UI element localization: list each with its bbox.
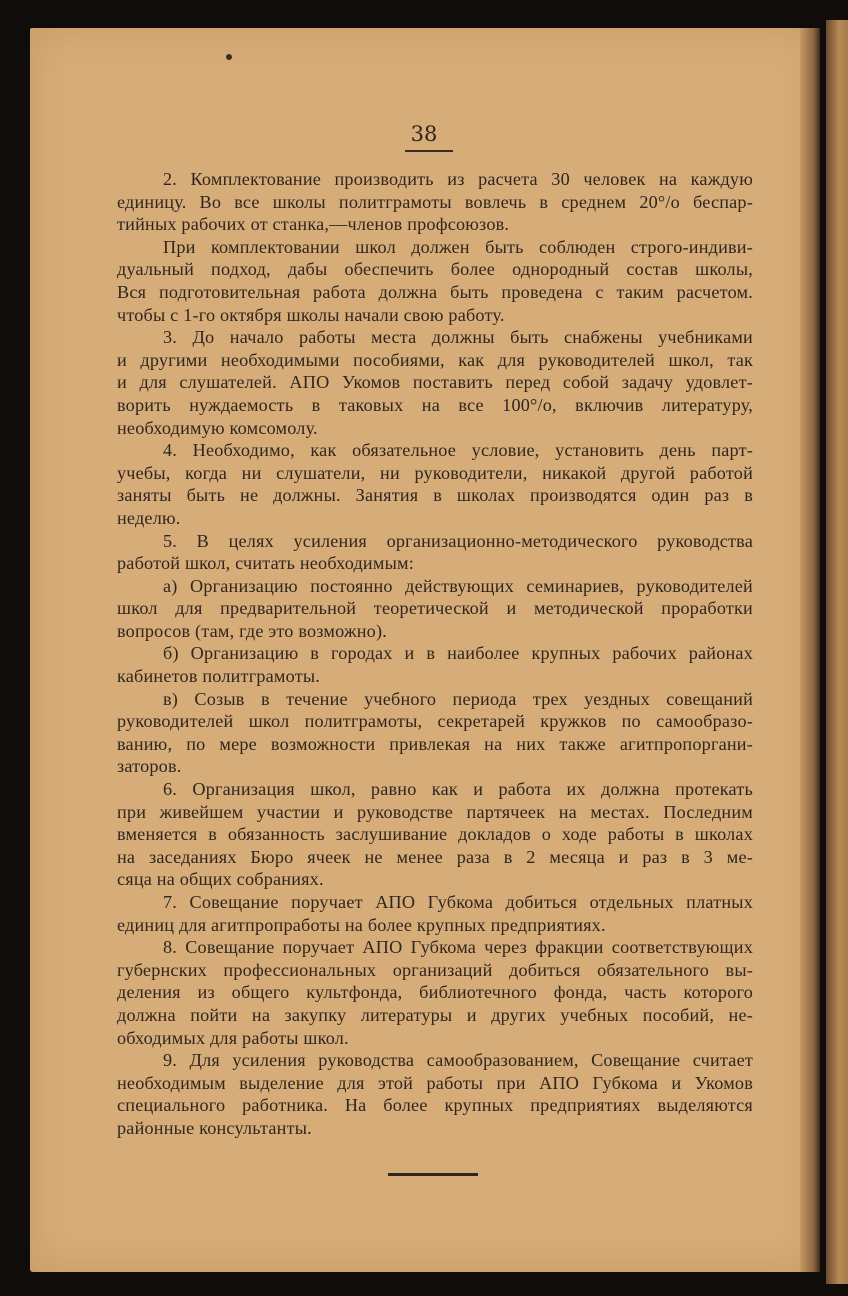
text-line: работой школ, считать необходимым:: [117, 553, 414, 574]
text-line: в) Созыв в течение учебного периода трех уездных совещаний: [163, 688, 753, 709]
text-line: ванию, по мере возможности привлекая на них также агитпропоргани-: [117, 733, 753, 754]
text-line: районные консультанты.: [117, 1117, 312, 1138]
text-line: необходимую комсомолу.: [117, 417, 318, 438]
text-line: 7. Совещание поручает АПО Губкома добиться отдельных платных: [163, 892, 753, 912]
next-page-edge: [826, 20, 848, 1284]
text-line: сяца на общих собраниях.: [117, 869, 324, 890]
end-of-text-rule: [388, 1173, 478, 1176]
text-line: тийных рабочих от станка,—членов профсоюзов.: [117, 214, 510, 235]
page-gutter-shadow: [800, 28, 820, 1272]
text-line: деления из общего культфонда, библиотечного фонда, часть которого: [117, 982, 753, 1003]
text-line: единиц для агитпропработы на более крупных предприятиях.: [117, 914, 606, 935]
text-line: должна пойти на закупку литературы и других учебных пособий, не-: [117, 1004, 753, 1025]
text-line: при живейшем участии и руководстве партячеек на местах. Последним: [117, 801, 753, 822]
text-line: чтобы с 1-го октября школы начали свою работу.: [117, 304, 505, 325]
text-line: обходимых для работы школ.: [117, 1027, 349, 1048]
text-line: заторов.: [117, 756, 182, 777]
text-line: 2. Комплектование производить из расчета 30 человек на каждую: [163, 169, 753, 189]
page-number: 38: [410, 122, 438, 146]
text-line: 3. До начало работы места должны быть снабжены учебниками: [163, 327, 753, 348]
ink-speck: [226, 54, 232, 60]
text-line: б) Организацию в городах и в наиболее крупных рабочих районах: [163, 643, 753, 664]
text-line: 4. Необходимо, как обязательное условие, установить день парт-: [163, 440, 753, 461]
text-line: вменяется в обязанность заслушивание докладов о ходе работы в школах: [117, 824, 753, 845]
text-line: школ для предварительной теоретической и методической проработки: [117, 598, 753, 619]
text-line: и другими необходимыми пособиями, как для руководителей школ, так: [117, 349, 753, 370]
text-line: вопросов (там, где это возможно).: [117, 620, 387, 641]
text-line: Вся подготовительная работа должна быть проведена с таким расчетом.: [117, 281, 753, 302]
text-line: губернских профессиональных организаций добиться обязательного вы-: [117, 959, 753, 980]
text-line: а) Организацию постоянно действующих семинариев, руководителей: [163, 575, 753, 596]
text-line: на заседаниях Бюро ячеек не менее раза в 2 месяца и раз в 3 ме-: [117, 846, 753, 867]
text-line: заняты быть не должны. Занятия в школах производятся один раз в: [117, 485, 753, 506]
text-line: и для слушателей. АПО Укомов поставить перед собой задачу удовлет-: [117, 372, 753, 393]
page-body-text: [117, 168, 753, 1140]
text-line: необходимым выделение для этой работы при АПО Губкома и Укомов: [117, 1072, 753, 1093]
text-line: неделю.: [117, 507, 181, 528]
text-line: единицу. Во все школы политграмоты вовлечь в среднем 20°/о беспар-: [117, 191, 753, 212]
text-line: При комплектовании школ должен быть соблюден строго-индиви-: [163, 236, 753, 257]
page-number-underline: [405, 150, 453, 152]
text-line: 5. В целях усиления организационно-методического руководства: [163, 530, 753, 551]
text-line: специального работника. На более крупных предприятиях выделяются: [117, 1095, 753, 1116]
text-line: кабинетов политграмоты.: [117, 666, 321, 687]
text-line: руководителей школ политграмоты, секретарей кружков по самообразо-: [117, 711, 753, 732]
text-line: учебы, когда ни слушатели, ни руководители, никакой другой работой: [117, 462, 753, 483]
text-line: 6. Организация школ, равно как и работа их должна протекать: [163, 779, 753, 800]
text-line: 8. Совещание поручает АПО Губкома через фракции соответствующих: [163, 937, 753, 958]
text-line: дуальный подход, дабы обеспечить более однородный состав школы,: [117, 259, 753, 280]
text-line: 9. Для усиления руководства самообразованием, Совещание считает: [163, 1050, 753, 1071]
text-line: ворить нуждаемость в таковых на все 100°/о, включив литературу,: [117, 394, 753, 415]
